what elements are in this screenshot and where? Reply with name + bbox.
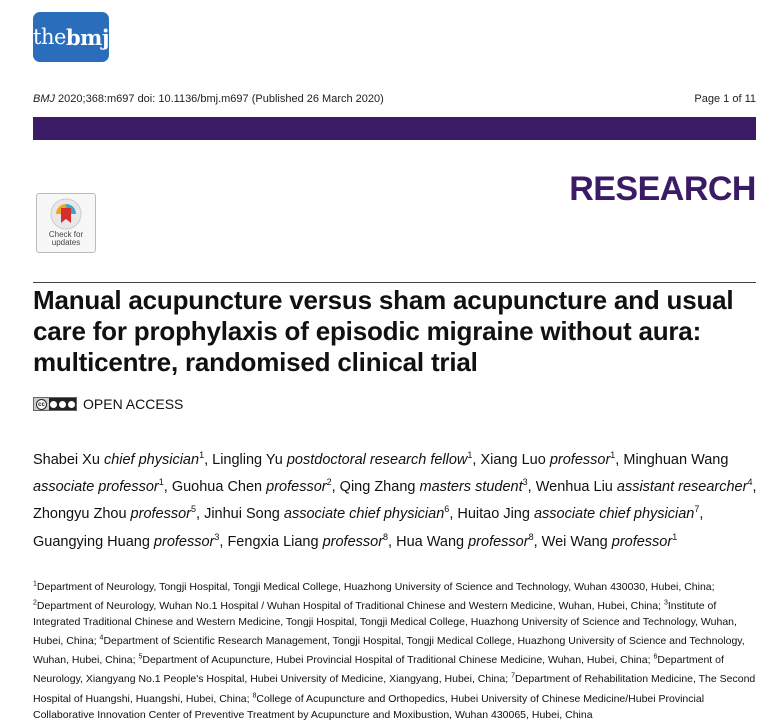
author-entry: Shabei Xu chief physician$^1$, [33,450,213,468]
affiliation-number: 7 [511,672,515,680]
author-role: professor [468,533,529,550]
author-entry: Guangying Huang professor$^3$, [33,531,228,550]
author-role: professor [266,479,327,496]
author-role: associate chief physician [533,506,695,523]
open-access-row [33,396,183,412]
author-affiliation-ref[interactable]: 8 [528,531,534,542]
affiliation-entry [33,581,715,593]
author-name[interactable]: Xiang Luo [480,451,550,468]
author-name[interactable]: Wenhua Liu [535,479,617,496]
author-affiliation-ref[interactable]: 4 [747,477,753,488]
crossmark-icon [50,198,82,230]
author-name[interactable]: Guangying Huang [33,533,154,550]
section-label: RESEARCH [569,170,756,208]
author-affiliation-ref[interactable]: 3 [522,477,528,488]
author-name[interactable]: Qing Zhang [339,479,420,496]
affiliation-text: Department of Rehabilitation Medicine, The Second Hospital of Huangshi, Huangshi, Hubei, China; [33,673,756,705]
affiliation-text: College of Acupuncture and Orthopedics, Hubei University of Chinese Medicine/Hubei Provincial Collaborative Innovation Center of Preventive Treatment by Acupuncture and Moxibustion, Wuhan 430065, Hubei, China [33,692,705,721]
author-name[interactable]: Huitao Jing [457,506,534,523]
affiliation-text: Department of Neurology, Wuhan No.1 Hospital / Wuhan Hospital of Traditional Chinese and Western Medicine, Wuhan, Hubei, China; [36,599,664,612]
check-updates-line2: updates [51,238,81,247]
journal-name: BMJ [33,93,55,105]
affiliation-number: 2 [33,599,37,607]
author-affiliation-ref[interactable]: 2 [326,477,332,488]
affiliation-text: Institute of Integrated Traditional Chinese and Western Medicine, Tongji Hospital, Tongji Medical College, Huazhong University of Science and Technology, Wuhan, Hubei, China; [33,599,737,647]
affiliation-number: 4 [99,634,104,642]
author-entry: Guohua Chen professor$^2$, [171,477,340,496]
author-name[interactable]: Zhongyu Zhou [33,506,131,523]
author-name[interactable]: Minghuan Wang [623,451,729,468]
check-updates-label [49,231,83,247]
author-role: professor [153,533,215,550]
author-entry: Zhongyu Zhou professor$^5$, [33,504,205,523]
check-updates-line1: Check for [48,230,84,239]
author-name[interactable]: Shabei Xu [33,451,104,468]
author-role: associate chief physician [283,506,445,523]
affiliation-number: 5 [138,653,143,661]
author-name[interactable]: Guohua Chen [171,479,267,496]
cc-mark: cc [36,399,47,410]
bmj-logo[interactable] [33,12,109,62]
affiliation-number: 1 [33,580,37,587]
affiliation-number: 8 [252,692,257,700]
affiliation-text: Department of Scientific Research Management, Tongji Hospital, Tongji Medical College, Huazhong University of Science and Technology, Wuhan, Hubei, China; [33,634,745,667]
affiliation-list [33,576,758,723]
author-entry: Hua Wang professor$^8$, [396,531,542,550]
author-entry: Wenhua Liu assistant researcher$^4$, [535,477,757,496]
author-entry: Jinhui Song associate chief physician$^6$, [204,504,458,523]
author-role: professor [322,533,384,550]
affiliation-entry [33,600,664,612]
author-role: masters student [419,479,523,496]
author-role: professor [549,451,611,468]
author-affiliation-ref[interactable]: 1 [672,531,678,542]
author-entry: Huitao Jing associate chief physician$^7$, [457,504,704,523]
author-affiliation-ref[interactable]: 8 [383,531,389,542]
author-name[interactable]: Jinhui Song [204,506,284,523]
author-entry: Lingling Yu postdoctoral research fellow$^1$, [212,450,481,468]
author-role: postdoctoral research fellow [286,451,468,468]
affiliation-number: 6 [653,653,658,661]
author-role: professor [130,506,191,523]
affiliation-text: Department of Neurology, Tongji Hospital, Tongji Medical College, Huazhong University of Science and Technology, Wuhan 430030, Hubei, China; [36,580,715,593]
page-number: Page 1 of 11 [694,93,756,105]
author-name[interactable]: Fengxia Liang [227,533,323,550]
author-affiliation-ref[interactable]: 7 [694,504,700,515]
affiliation-entry [138,654,653,666]
author-entry: Xiang Luo professor$^1$, [480,450,624,468]
author-name[interactable]: Wei Wang [541,533,612,550]
logo-the-text: the [33,25,66,49]
author-affiliation-ref[interactable]: 1 [467,450,473,460]
citation-details: 2020;368:m697 doi: 10.1136/bmj.m697 (Published 26 March 2020) [55,93,384,105]
author-list [33,444,763,553]
author-entry [541,531,678,550]
author-role: chief physician [103,451,200,468]
author-affiliation-ref[interactable]: 6 [444,504,450,515]
author-role: associate professor [33,479,159,496]
logo-bmj-text: bmj [65,24,109,50]
header-bar [33,117,756,140]
title-divider [33,282,756,283]
author-affiliation-ref[interactable]: 1 [610,450,616,460]
check-for-updates-button[interactable] [36,193,96,253]
citation-line [33,93,384,105]
article-title: Manual acupuncture versus sham acupuncture and usual care for prophylaxis of episodic migraine without aura: multicentre, randomised clinical trial [33,285,734,377]
affiliation-text: Department of Acupuncture, Hubei Provincial Hospital of Traditional Chinese Medicine, Wuhan, Hubei, China; [142,654,654,667]
open-access-label: OPEN ACCESS [83,396,184,412]
author-name[interactable]: Hua Wang [396,533,469,550]
author-role: assistant researcher [616,479,748,496]
affiliation-number: 3 [663,599,668,607]
affiliation-text: Department of Neurology, Xiangyang No.1 People's Hospital, Hubei University of Medicine, Xiangyang, Hubei, China; [33,654,724,686]
author-affiliation-ref[interactable]: 3 [214,531,220,542]
author-affiliation-ref[interactable]: 1 [158,477,164,488]
author-entry: Minghuan Wang associate professor$^1$, [33,451,729,496]
author-entry: Fengxia Liang professor$^8$, [227,531,397,550]
author-affiliation-ref[interactable]: 1 [199,450,205,460]
cc-license-icon[interactable] [33,397,77,411]
author-role: professor [611,533,673,550]
author-name[interactable]: Lingling Yu [212,451,287,468]
author-entry: Qing Zhang masters student$^3$, [339,477,536,496]
author-affiliation-ref[interactable]: 5 [191,504,197,515]
